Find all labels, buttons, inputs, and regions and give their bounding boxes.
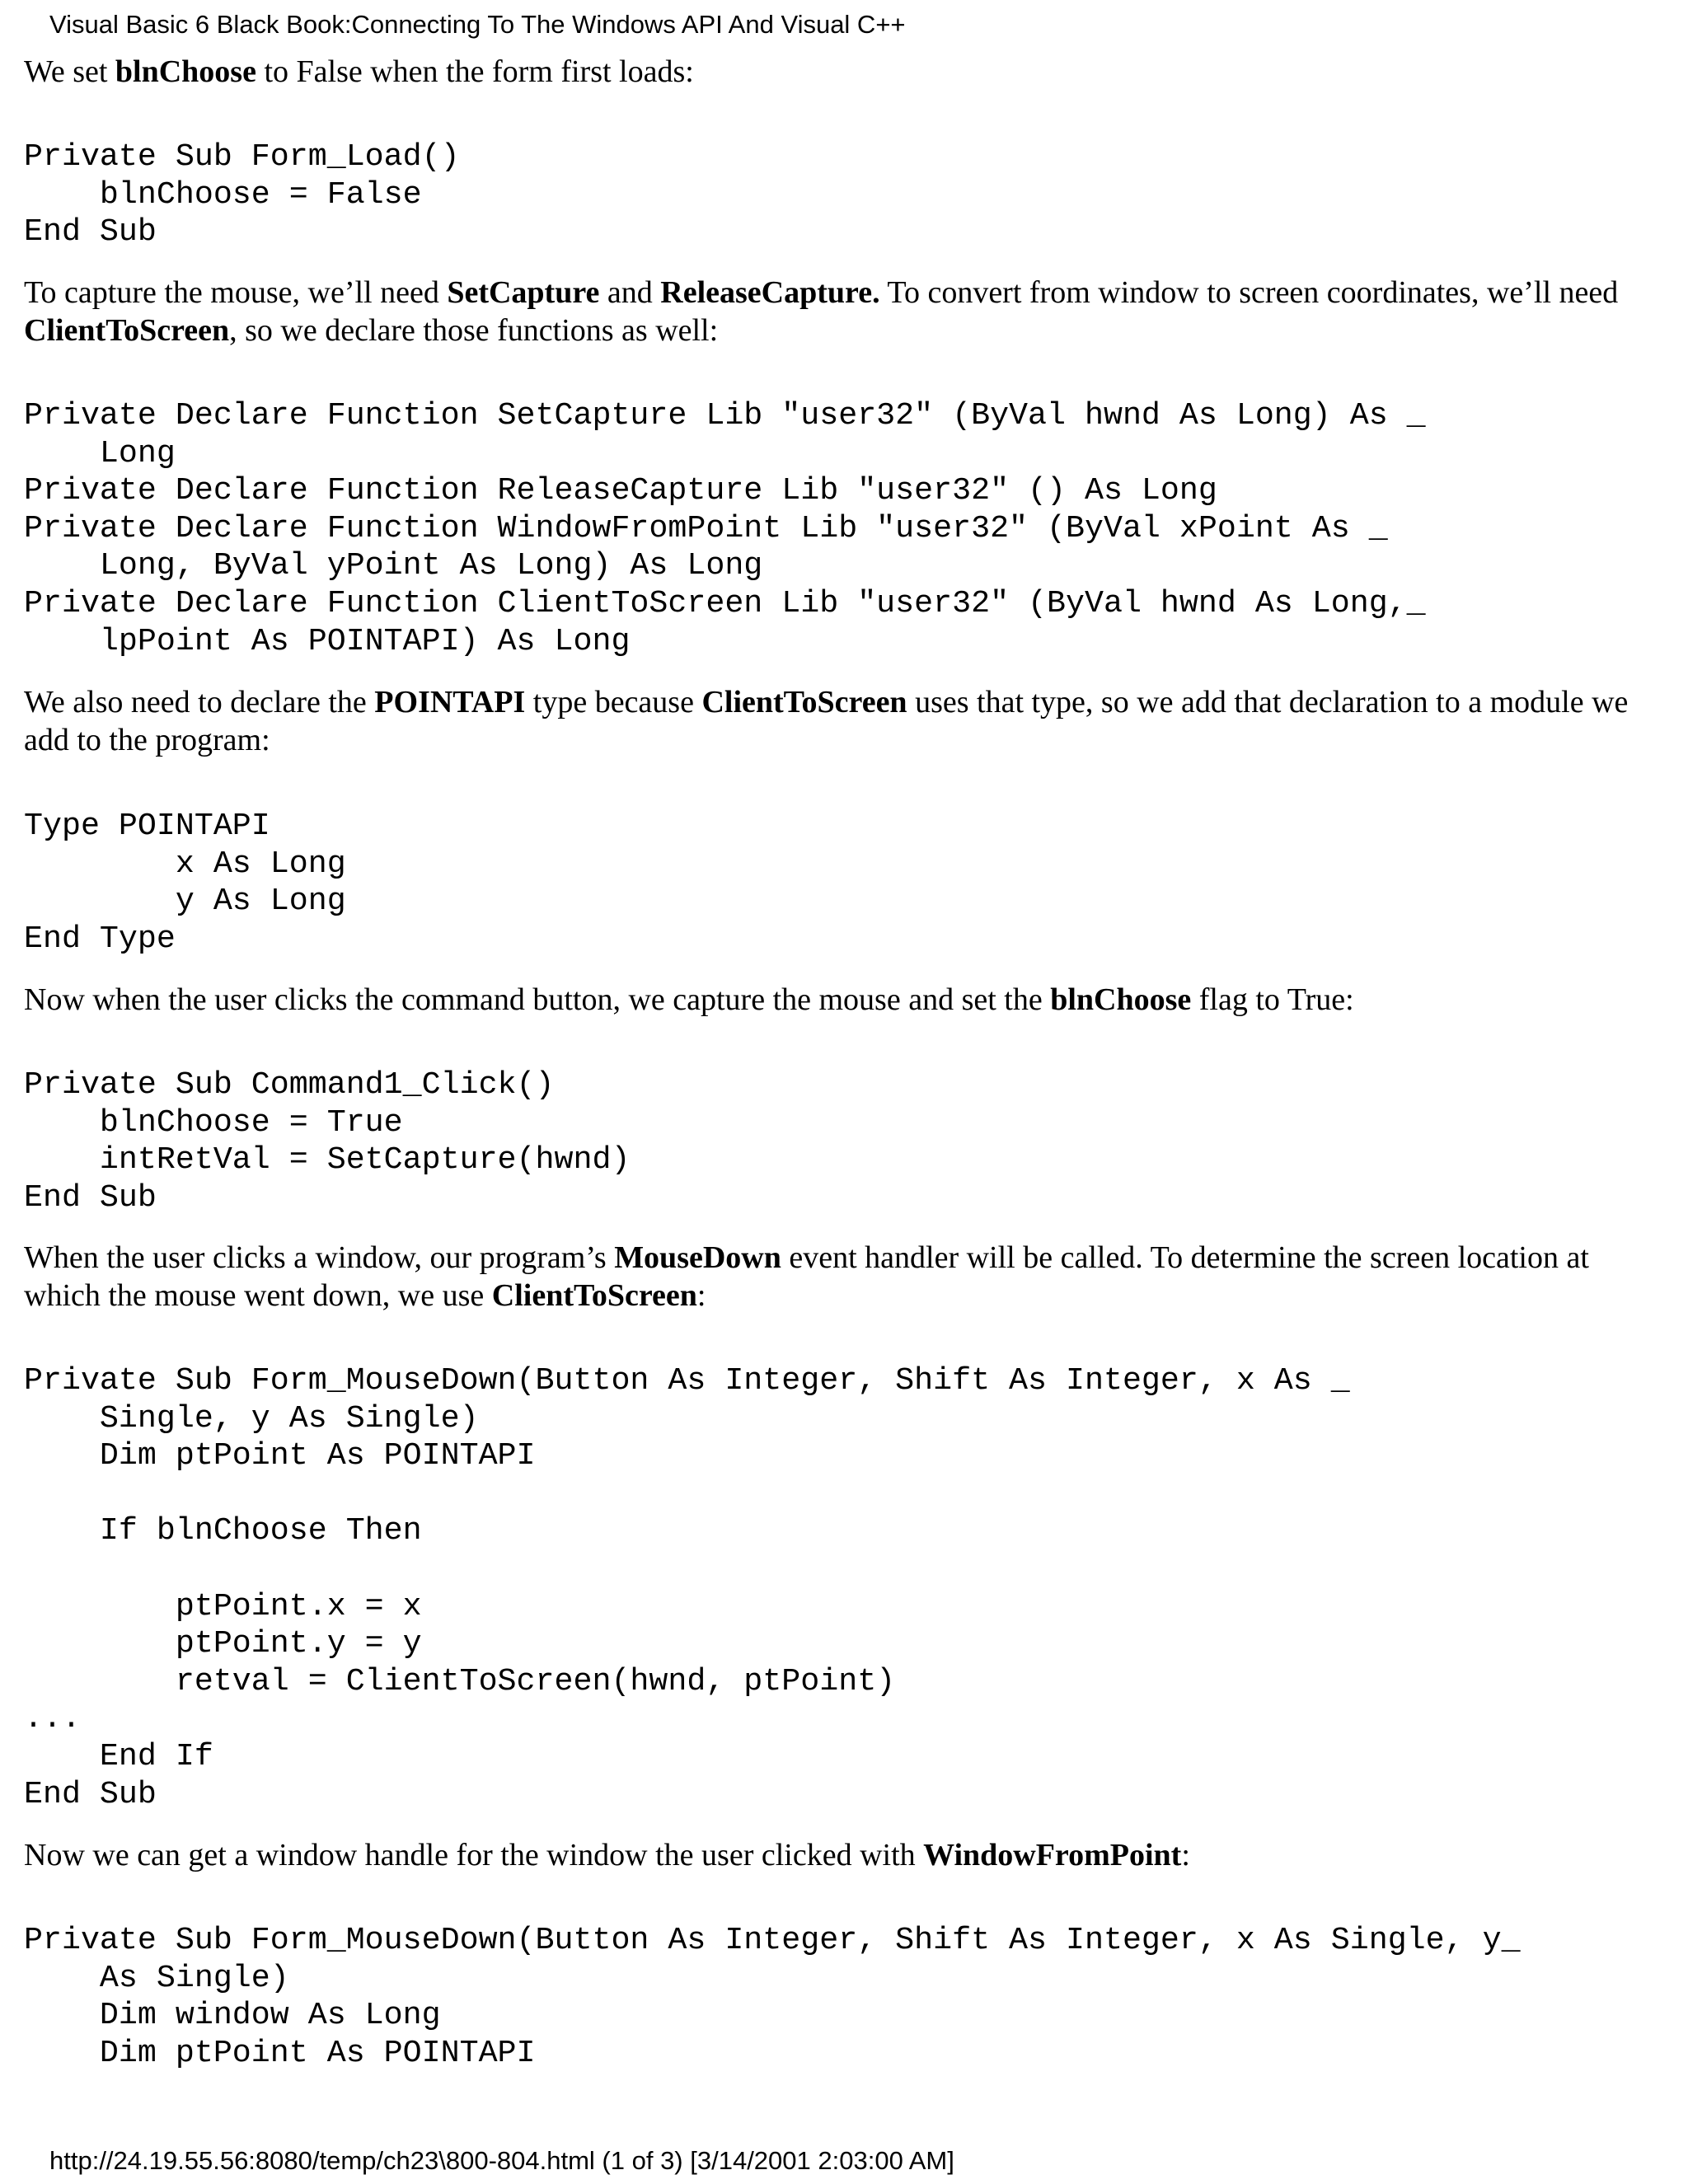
text-run: To convert from window to screen coordinates, we’ll need [879,275,1619,310]
text-run: uses that type, so we add that declaration to a module we add to the program: [24,685,1629,757]
paragraph-mousedown [24,1239,1664,1315]
paragraph-command-click [24,981,1664,1019]
text-run: type because [525,685,702,719]
code-block-form-load: Private Sub Form_Load() blnChoose = False End Sub [24,138,460,251]
text-run: : [1181,1838,1190,1872]
text-run-bold: ClientToScreen [701,685,907,719]
text-run: , so we declare those functions as well: [229,313,719,348]
paragraph-blnchoose-intro [24,53,1664,91]
text-run: : [696,1278,706,1313]
text-run-bold: blnChoose [115,54,256,89]
text-run: flag to True: [1191,982,1354,1017]
text-run: to False when the form first loads: [256,54,694,89]
text-run: We also need to declare the [24,685,375,719]
text-run: We set [24,54,115,89]
paragraph-windowfrompoint [24,1836,1664,1874]
text-run: When the user clicks a window, our program’s [24,1240,615,1275]
text-run-bold: MouseDown [614,1240,781,1275]
text-run-bold: POINTAPI [374,685,526,719]
text-run-bold: ClientToScreen [491,1278,697,1313]
page-footer-url: http://24.19.55.56:8080/temp/ch23\800-804.html (1 of 3) [3/14/2001 2:03:00 AM] [49,2146,954,2175]
code-block-type-pointapi: Type POINTAPI x As Long y As Long End Type [24,808,346,957]
code-block-form-mousedown-1: Private Sub Form_MouseDown(Button As Integer, Shift As Integer, x As _ Single, y As Single) Dim ptPoint As POINTAPI If blnChoose Then ptPoint.x = x ptPoint.y = y retval = ClientToScreen(hwnd, ptPoint) ... End If End Sub [24,1362,1350,1812]
text-run-bold: ClientToScreen [24,313,230,348]
code-block-command1-click: Private Sub Command1_Click() blnChoose = True intRetVal = SetCapture(hwnd) End Sub [24,1066,631,1216]
text-run-bold: blnChoose [1050,982,1192,1017]
text-run: Now when the user clicks the command button, we capture the mouse and set the [24,982,1051,1017]
paragraph-capture-mouse [24,274,1664,349]
text-run: To capture the mouse, we’ll need [24,275,448,310]
text-run-bold: ReleaseCapture. [660,275,880,310]
page-header-title: Visual Basic 6 Black Book:Connecting To The Windows API And Visual C++ [49,10,906,39]
text-run: and [599,275,661,310]
code-block-api-declarations: Private Declare Function SetCapture Lib "user32" (ByVal hwnd As Long) As _ Long Private Declare Function ReleaseCapture Lib "user32" () As Long Private Declare Function WindowFromPoint Lib "user32" (ByVal xPoint As _ Long, ByVal yPoint As Long) As Long Private Declare Function ClientToScreen Lib "user32" (ByVal hwnd As Long,_ lpPoint As POINTAPI) As Long [24,397,1426,659]
text-run: event handler will be called. To determine the screen location at which the mouse went down, we use [24,1240,1589,1313]
paragraph-pointapi [24,683,1664,759]
text-run-bold: SetCapture [447,275,600,310]
text-run-bold: WindowFromPoint [923,1838,1182,1872]
text-run: Now we can get a window handle for the window the user clicked with [24,1838,924,1872]
code-block-form-mousedown-2: Private Sub Form_MouseDown(Button As Integer, Shift As Integer, x As Single, y_ As Single) Dim window As Long Dim ptPoint As POINTAPI [24,1922,1521,2071]
